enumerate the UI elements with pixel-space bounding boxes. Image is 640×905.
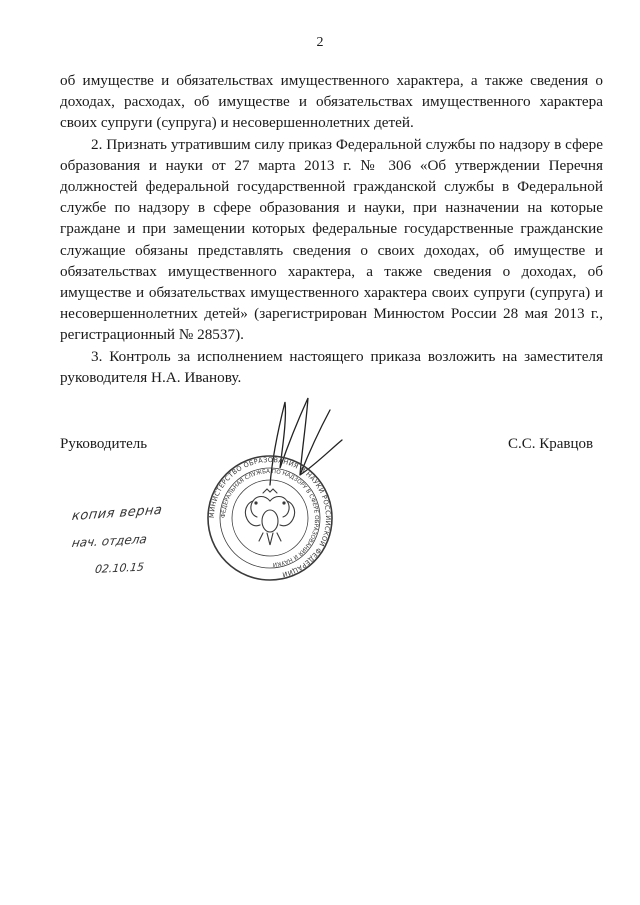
paragraph-item-3: 3. Контроль за исполнением настоящего приказа возложить на заместителя руководителя Н.А. Иванову.	[60, 347, 603, 386]
handwritten-date: 02.10.15	[94, 560, 145, 577]
handwritten-copy-certified: копия верна	[70, 502, 164, 525]
paragraph-continuation: об имуществе и обязательствах имущественного характера, а также сведения о доходах, расходах, об имуществе и обязательствах имущественного характера своих супруги (супруга) и несовершеннолетних детей.	[60, 72, 603, 132]
seal-inner-text: ФЕДЕРАЛЬНАЯ СЛУЖБА ПО НАДЗОРУ В СФЕРЕ ОБРАЗОВАНИЯ И НАУКИ	[220, 468, 320, 567]
signatory-name: С.С. Кравцов	[508, 436, 594, 452]
page-number: 2	[316, 35, 324, 50]
handwritten-department-head: нач. отдела	[70, 532, 148, 551]
official-seal-icon	[205, 453, 335, 583]
paragraph-item-2: 2. Признать утратившим силу приказ Федеральной службы по надзору в сфере образования и науки от 27 марта 2013 г. № 306 «Об утверждении Перечня должностей федеральной государственной гражданской службы в Федеральной службе по надзору в сфере образования и науки, при назначении на которые граждане и при замещении которых федеральные государственные гражданские служащие обязаны представлять сведения о своих доходах, об имуществе и обязательствах имущественного характера, а также сведения о доходах, об имуществе и обязательствах имущественного характера своих супруги (супруга) и несовершеннолетних детей» (зарегистрирован Минюстом России 28 мая 2013 г., регистрационный № 28537).	[60, 135, 603, 344]
seal-outer-text: МИНИСТЕРСТВО ОБРАЗОВАНИЯ И НАУКИ РОССИЙСКОЙ ФЕДЕРАЦИИ	[207, 455, 333, 579]
signatory-title: Руководитель	[60, 436, 148, 452]
svg-text:ФЕДЕРАЛЬНАЯ СЛУЖБА ПО НАДЗОРУ	[221, 469, 319, 567]
document-body	[60, 70, 603, 388]
